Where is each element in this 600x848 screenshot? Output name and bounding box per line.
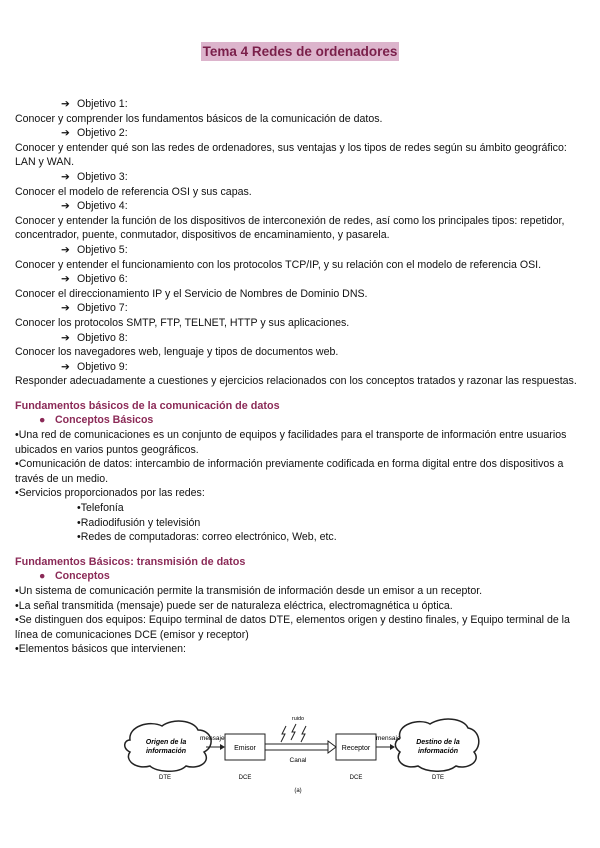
subsection-title: ● Conceptos Básicos bbox=[39, 414, 154, 427]
objective-label: ➔ Objetivo 9: bbox=[61, 360, 128, 373]
section-title: Fundamentos Básicos: transmisión de datos bbox=[15, 555, 246, 568]
objective-label: ➔ Objetivo 2: bbox=[61, 127, 128, 140]
objective-label: ➔ Objetivo 6: bbox=[61, 273, 128, 286]
message-right-label: mensaje bbox=[376, 735, 401, 742]
bullet-item: •Una red de comunicaciones es un conjunto de equipos y facilidades para el transporte de información entre usuarios ubicados en varios puntos geográficos. bbox=[15, 429, 567, 456]
section-communication bbox=[15, 399, 590, 545]
objective-text: Conocer y comprender los fundamentos básicos de la comunicación de datos. bbox=[15, 112, 383, 125]
origin-label: Origen de la bbox=[145, 739, 187, 746]
arrow-right-icon: ➔ bbox=[61, 331, 70, 344]
section-transmission bbox=[15, 555, 590, 657]
arrow-right-icon: ➔ bbox=[61, 200, 70, 213]
objective-label: ➔ Objetivo 5: bbox=[61, 243, 128, 256]
objective-label: ➔ Objetivo 8: bbox=[61, 331, 128, 344]
objective-label: ➔ Objetivo 4: bbox=[61, 200, 128, 213]
arrow-right-icon: ➔ bbox=[61, 127, 70, 140]
objective-text: Conocer y entender la función de los dispositivos de interconexión de redes, así como los principales tipos: repetidor, concentrador, puente, conmutador, dispositivos de encaminamiento, y pasarela. bbox=[15, 214, 565, 242]
subsection-title: ● Conceptos bbox=[39, 570, 110, 583]
objective-text: Conocer el direccionamiento IP y el Servicio de Nombres de Dominio DNS. bbox=[15, 287, 368, 300]
bullet-icon: ● bbox=[39, 414, 46, 427]
dce-right-label: DCE bbox=[349, 775, 363, 781]
arrow-right-icon: ➔ bbox=[61, 302, 70, 315]
objective-text: Conocer los navegadores web, lenguaje y tipos de documentos web. bbox=[15, 346, 339, 359]
dte-right-label: DTE bbox=[432, 775, 444, 781]
bullet-item: •Un sistema de comunicación permite la transmisión de información desde un emisor a un receptor. bbox=[15, 585, 483, 597]
section-title: Fundamentos básicos de la comunicación de datos bbox=[15, 399, 280, 412]
bullet-item: •Servicios proporcionados por las redes: bbox=[15, 487, 205, 500]
receptor-label: Receptor bbox=[341, 745, 371, 752]
communication-diagram bbox=[120, 712, 485, 807]
arrow-right-icon: ➔ bbox=[61, 273, 70, 286]
dte-left-label: DTE bbox=[159, 775, 171, 781]
message-left-label: mensaje bbox=[200, 735, 225, 742]
destination-label: Destino de la bbox=[416, 739, 460, 746]
diagram-caption: (a) bbox=[294, 788, 302, 794]
objective-text: Conocer y entender el funcionamiento con los protocolos TCP/IP, y su relación con el modelo de referencia OSI. bbox=[15, 258, 542, 271]
sub-bullet-item: •Redes de computadoras: correo electrónico, Web, etc. bbox=[77, 531, 337, 544]
objective-text: Conocer el modelo de referencia OSI y sus capas. bbox=[15, 185, 252, 198]
arrow-right-icon: ➔ bbox=[61, 170, 70, 183]
sub-bullet-item: •Telefonía bbox=[77, 502, 124, 515]
bullet-item: •Comunicación de datos: intercambio de información previamente codificada en forma digital entre dos dispositivos a través de un medio. bbox=[15, 458, 564, 485]
origin-cloud bbox=[125, 721, 211, 771]
bullet-item: •La señal transmitida (mensaje) puede ser de naturaleza eléctrica, electromagnética u óptica. bbox=[15, 599, 453, 612]
emisor-label: Emisor bbox=[234, 745, 256, 752]
objective-text: Responder adecuadamente a cuestiones y ejercicios relacionados con los conceptos tratados y razonar las respuestas. bbox=[15, 375, 577, 388]
noise-bolt-icon bbox=[281, 726, 286, 742]
arrow-right-icon: ➔ bbox=[61, 360, 70, 373]
noise-label: ruido bbox=[291, 716, 305, 722]
bullet-item: •Elementos básicos que intervienen: bbox=[15, 643, 186, 656]
sub-bullet-item: •Radiodifusión y televisión bbox=[77, 516, 201, 529]
arrow-right-icon: ➔ bbox=[61, 243, 70, 256]
origin-label-2: información bbox=[145, 748, 187, 755]
bullet-item: •Se distinguen dos equipos: Equipo terminal de datos DTE, elementos origen y destino finales, y Equipo terminal de la línea de comunicaciones DCE (emisor y receptor) bbox=[15, 614, 570, 641]
channel-label: Canal bbox=[289, 757, 307, 764]
objective-text: Conocer los protocolos SMTP, FTP, TELNET, HTTP y sus aplicaciones. bbox=[15, 316, 350, 329]
objective-label: ➔ Objetivo 1: bbox=[61, 98, 128, 110]
noise-bolt-icon bbox=[291, 724, 296, 740]
dce-left-label: DCE bbox=[238, 775, 252, 781]
objective-text: Conocer y entender qué son las redes de ordenadores, sus ventajas y los tipos de redes según su ámbito geográfico: LAN y WAN. bbox=[15, 141, 567, 169]
arrow-right-icon: ➔ bbox=[61, 98, 70, 110]
document-body bbox=[15, 97, 590, 657]
objective-label: ➔ Objetivo 3: bbox=[61, 170, 128, 183]
page-title: Tema 4 Redes de ordenadores bbox=[202, 44, 398, 59]
objectives-list bbox=[15, 97, 590, 389]
objective-label: ➔ Objetivo 7: bbox=[61, 302, 128, 315]
bullet-icon: ● bbox=[39, 570, 46, 583]
noise-bolt-icon bbox=[301, 726, 306, 742]
destination-label-2: información bbox=[417, 748, 459, 755]
